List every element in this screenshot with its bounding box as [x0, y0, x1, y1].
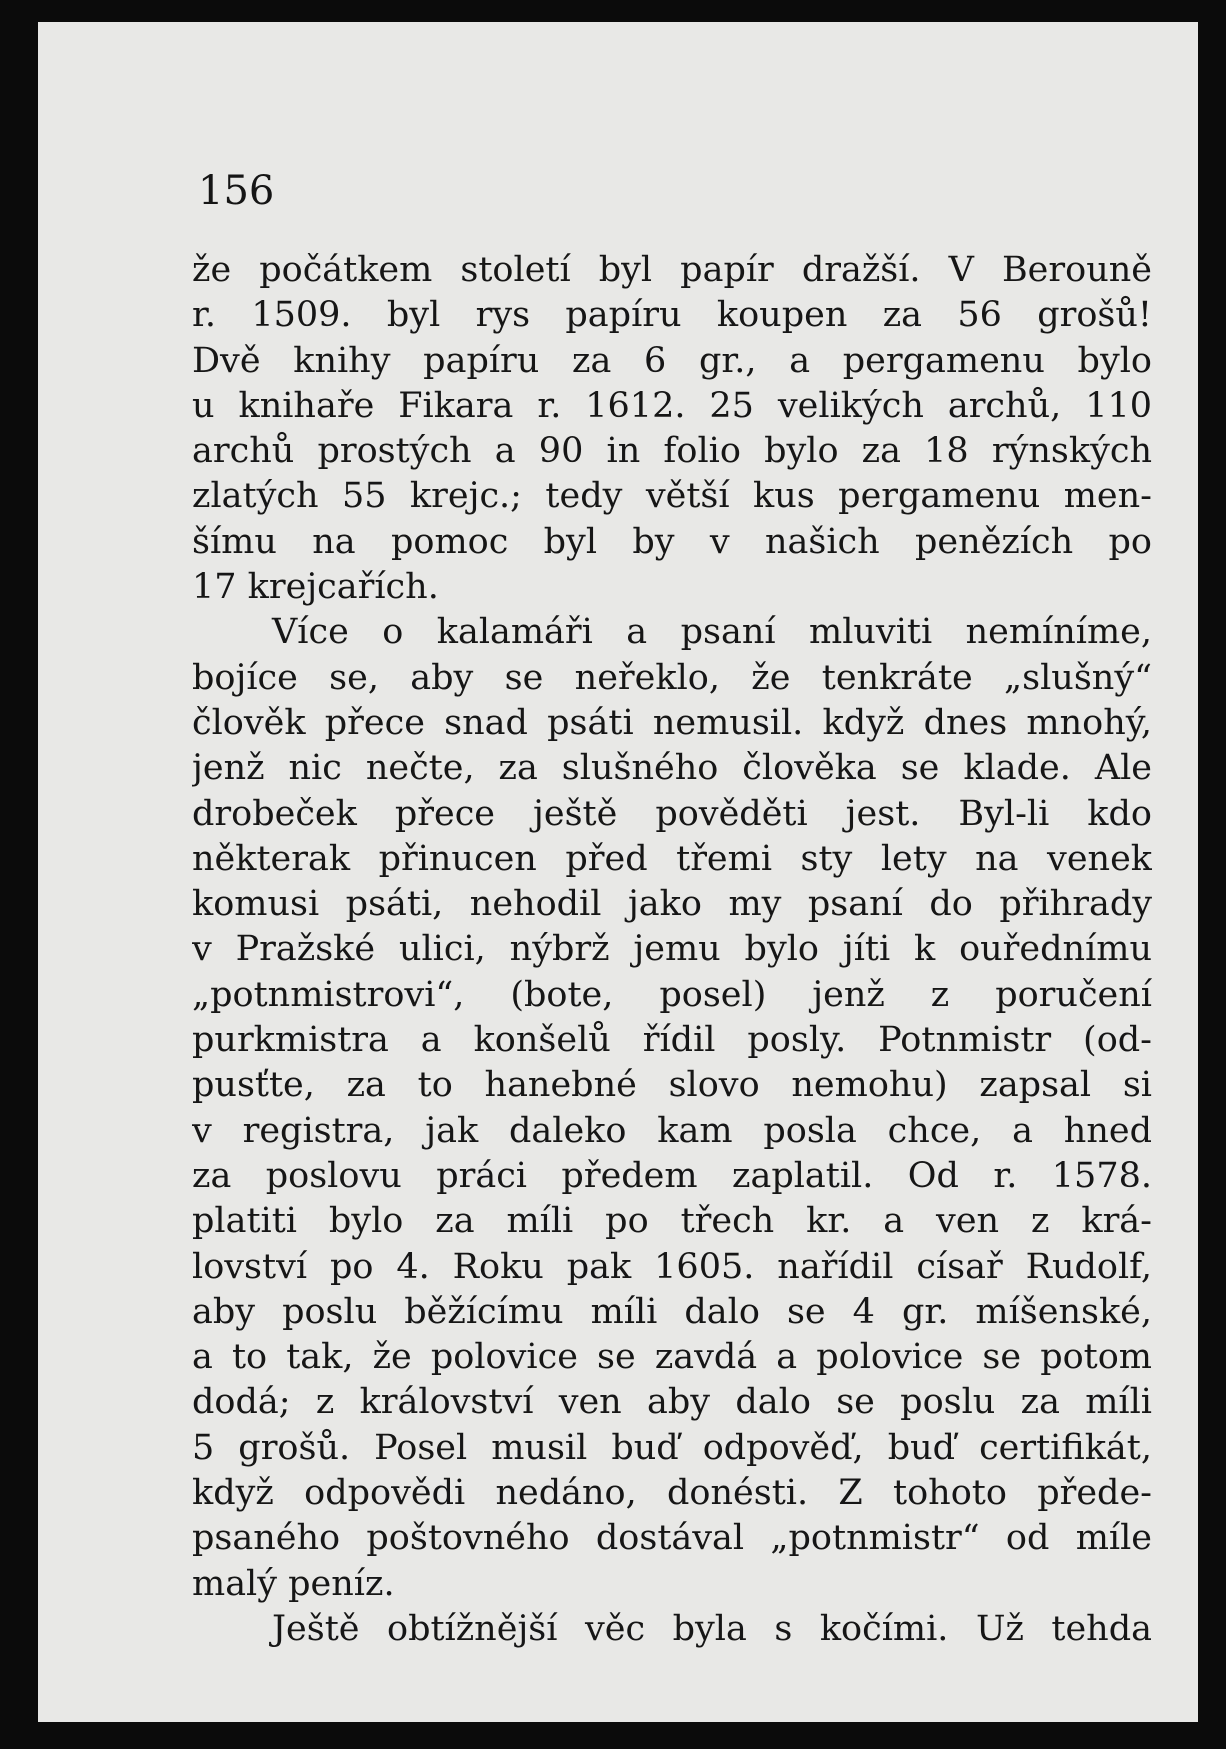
body-text	[192, 248, 1152, 1652]
text-line: bojíce se, aby se neřeklo, že tenkráte „slušný“	[192, 657, 1152, 698]
text-line: v registra, jak daleko kam posla chce, a hned	[192, 1110, 1152, 1151]
text-line: u knihaře Fikara r. 1612. 25 velikých archů, 110	[192, 385, 1152, 426]
text-line: že počátkem století byl papír dražší. V Berouně	[192, 250, 1152, 290]
book-page	[38, 22, 1198, 1722]
text-line: „potnmistrovi“, (bote, posel) jenž z poručení	[192, 974, 1152, 1015]
text-line: za poslovu práci předem zaplatil. Od r. 1578.	[192, 1155, 1152, 1196]
text-line: malý peníz.	[192, 1563, 395, 1604]
text-line: psaného poštovného dostával „potnmistr“ od míle	[192, 1518, 1152, 1559]
text-line: jenž nic nečte, za slušného člověka se klade. Ale	[192, 748, 1152, 789]
text-line: 5 grošů. Posel musil buď odpověď, buď certifikát,	[192, 1427, 1152, 1468]
text-line: 17 krejcařích.	[192, 567, 439, 608]
text-line: lovství po 4. Roku pak 1605. nařídil císař Rudolf,	[192, 1246, 1152, 1287]
text-line: aby poslu běžícímu míli dalo se 4 gr. míšenské,	[192, 1291, 1152, 1332]
text-line: šímu na pomoc byl by v našich penězích po	[192, 521, 1152, 562]
text-line: v Pražské ulici, nýbrž jemu bylo jíti k ouřednímu	[192, 929, 1152, 970]
text-line: dodá; z království ven aby dalo se poslu za míli	[192, 1382, 1152, 1423]
text-line: některak přinucen před třemi sty lety na venek	[192, 838, 1152, 879]
text-line: archů prostých a 90 in folio bylo za 18 rýnských	[192, 431, 1152, 472]
text-line: Dvě knihy papíru za 6 gr., a pergamenu bylo	[192, 340, 1152, 381]
text-line: drobeček přece ještě pověděti jest. Byl-li kdo	[192, 793, 1152, 834]
page-number: 156	[198, 168, 275, 214]
text-line: zlatých 55 krejc.; tedy větší kus pergamenu men-	[192, 476, 1152, 517]
text-line: platiti bylo za míli po třech kr. a ven z krá-	[192, 1201, 1152, 1242]
text-line: člověk přece snad psáti nemusil. když dnes mnohý,	[192, 702, 1152, 743]
text-line: a to tak, že polovice se zavdá a polovice se potom	[192, 1337, 1152, 1378]
text-line: když odpovědi nedáno, donésti. Z tohoto přede-	[192, 1473, 1152, 1514]
text-line: pusťte, za to hanebné slovo nemohu) zapsal si	[192, 1065, 1152, 1106]
text-line: r. 1509. byl rys papíru koupen za 56 grošů!	[192, 295, 1152, 336]
text-line: komusi psáti, nehodil jako my psaní do přihrady	[192, 884, 1152, 925]
text-line: Ještě obtížnější věc byla s kočími. Už tehda	[272, 1608, 1152, 1649]
text-line: Více o kalamáři a psaní mluviti nemíníme,	[272, 612, 1152, 653]
text-line: purkmistra a konšelů řídil posly. Potnmistr (od-	[192, 1020, 1152, 1061]
